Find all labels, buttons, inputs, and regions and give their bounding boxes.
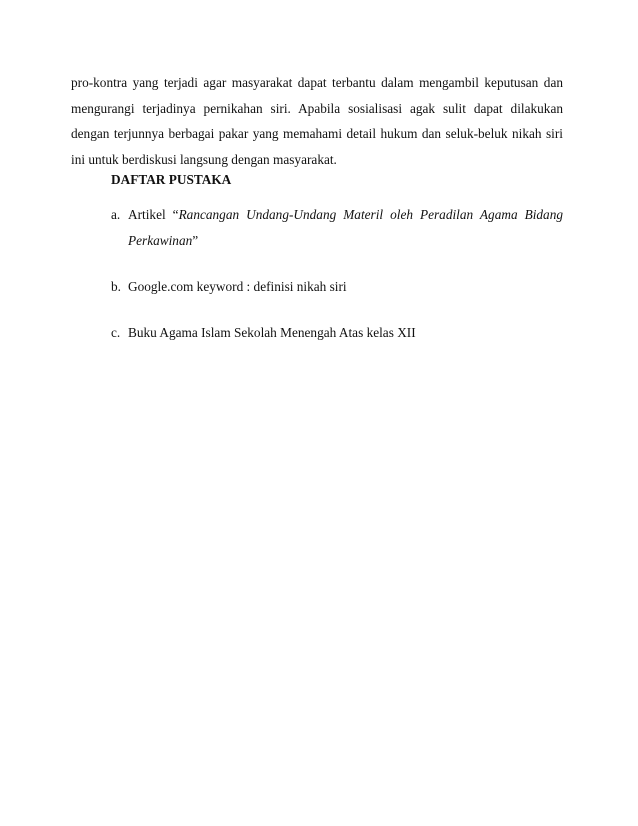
reference-text: Buku Agama Islam Sekolah Menengah Atas kelas XII [128,325,416,340]
reference-list [111,202,563,366]
reference-text-line2 [128,228,563,254]
reference-marker: c. [111,325,121,340]
reference-title-part1: Rancangan Undang-Undang Materil oleh Peradilan Agama Bidang [178,207,563,222]
body-paragraph: pro-kontra yang terjadi agar masyarakat dapat terbantu dalam mengambil keputusan dan mengurangi terjadinya pernikahan siri. Apabila sosialisasi agak sulit dapat dilakukan dengan terjunnya berbagai pakar yang memahami detail hukum dan seluk-beluk nikah siri ini untuk berdiskusi langsung dengan masyarakat. [71,75,563,167]
reference-prefix: Artikel “ [128,207,179,222]
reference-title-part2: Perkawinan [128,233,193,248]
reference-item-b [111,274,563,300]
reference-marker: a. [111,207,121,222]
reference-marker: b. [111,279,121,294]
reference-item-a [111,202,563,254]
reference-suffix: ” [192,233,199,248]
bibliography-heading: DAFTAR PUSTAKA [111,172,232,187]
reference-text-line1 [128,202,563,228]
reference-text: Google.com keyword : definisi nikah siri [128,279,347,294]
reference-item-c [111,320,563,346]
